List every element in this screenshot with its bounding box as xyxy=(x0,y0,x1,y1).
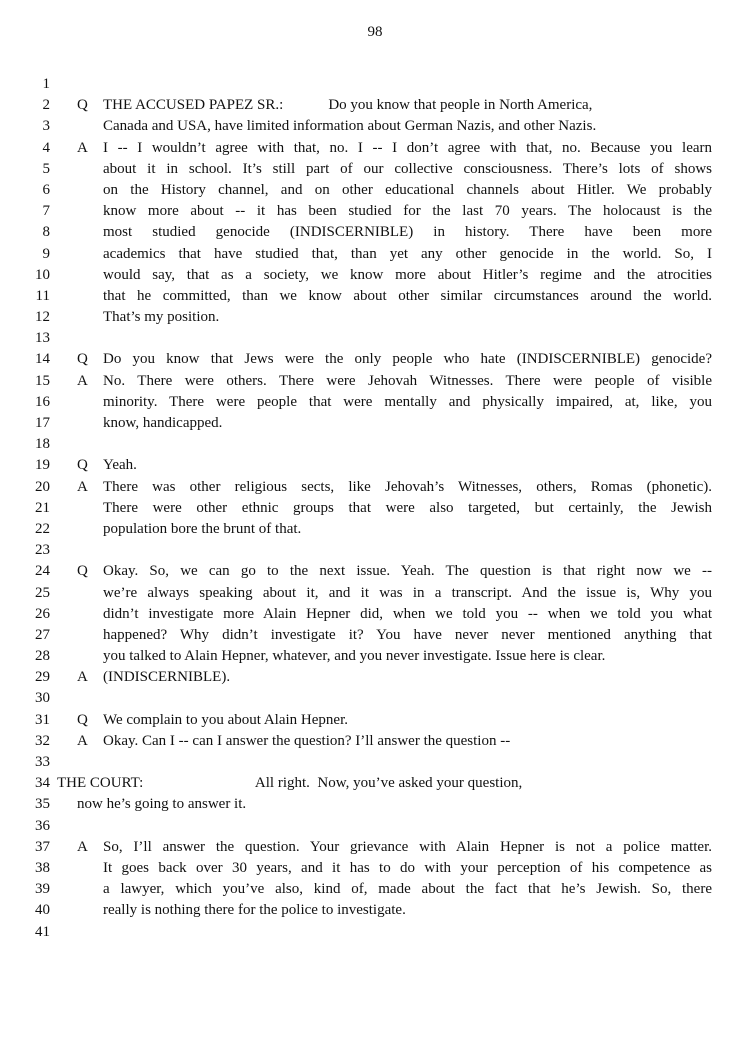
line-text: Canada and USA, have limited information about German Nazis, and other Nazis. xyxy=(103,118,597,135)
transcript-line xyxy=(0,710,750,731)
transcript-line xyxy=(0,434,750,455)
line-number: 41 xyxy=(35,923,50,940)
line-number: 1 xyxy=(42,76,50,92)
line-text: most studied genocide (INDISCERNIBLE) in history. There have been more xyxy=(103,224,712,241)
speaker-label: A xyxy=(77,139,88,156)
transcript-line xyxy=(0,477,750,498)
page-number: 98 xyxy=(367,24,383,40)
transcript-line xyxy=(0,307,750,328)
line-text: academics that have studied that, than yet any other genocide in the world. So, I xyxy=(103,245,712,262)
line-number: 34 xyxy=(35,775,50,792)
line-text: on the History channel, and on other educational channels about Hitler. We probably xyxy=(103,181,712,198)
line-number: 19 xyxy=(35,457,50,474)
line-text: we’re always speaking about it, and it was in a transcript. And the issue is, Why you xyxy=(103,584,712,601)
transcript-line xyxy=(0,328,750,349)
transcript-line xyxy=(0,773,750,794)
transcript-line xyxy=(0,604,750,625)
transcript-line xyxy=(0,794,750,815)
line-number: 33 xyxy=(35,754,50,770)
transcript-line xyxy=(0,561,750,582)
line-text: really is nothing there for the police to investigate. xyxy=(103,902,406,919)
line-number: 37 xyxy=(35,838,50,855)
line-number: 9 xyxy=(42,245,50,262)
line-number: 39 xyxy=(35,881,50,898)
line-text: minority. There were people that were mentally and physically impaired, at, like, you xyxy=(103,393,712,410)
speaker-label: Q xyxy=(77,563,88,580)
line-number: 5 xyxy=(42,160,50,177)
speaker-label: Q xyxy=(77,351,88,368)
transcript-line xyxy=(0,286,750,307)
line-text: didn’t investigate more Alain Hepner did, when we told you -- when we told you what xyxy=(103,605,712,622)
transcript-line xyxy=(0,879,750,900)
line-text: (INDISCERNIBLE). xyxy=(103,669,231,686)
line-text: Okay. So, we can go to the next issue. Yeah. The question is that right now we -- xyxy=(103,563,712,580)
transcript-line xyxy=(0,900,750,921)
transcript-line xyxy=(0,837,750,858)
transcript-line xyxy=(0,667,750,688)
speaker-label: A xyxy=(77,478,88,495)
transcript-line xyxy=(0,201,750,222)
line-text: know, handicapped. xyxy=(103,415,223,431)
line-text: I -- I wouldn’t agree with that, no. I -- I don’t agree with that, no. Because you learn xyxy=(103,139,712,156)
transcript-line xyxy=(0,222,750,243)
speaker-label: A xyxy=(77,669,88,686)
line-text: now he’s going to answer it. xyxy=(77,796,247,813)
transcript-line xyxy=(0,265,750,286)
line-text: Yeah. xyxy=(103,457,137,474)
line-number: 8 xyxy=(42,224,50,241)
line-number: 36 xyxy=(35,817,50,834)
line-number: 7 xyxy=(42,203,50,220)
line-number: 12 xyxy=(35,309,50,326)
line-number: 4 xyxy=(42,139,50,156)
transcript-line xyxy=(0,392,750,413)
transcript-line xyxy=(0,498,750,519)
transcript-line xyxy=(0,731,750,752)
line-number: 13 xyxy=(35,330,50,347)
line-number: 16 xyxy=(35,393,50,410)
line-number: 35 xyxy=(35,796,50,813)
transcript-line xyxy=(0,625,750,646)
line-text: would say, that as a society, we know more about Hitler’s regime and the atrocities xyxy=(103,266,712,283)
speaker-label: A xyxy=(77,372,88,389)
transcript-body xyxy=(0,74,750,943)
transcript-line xyxy=(0,349,750,370)
line-number: 6 xyxy=(42,181,50,198)
transcript-line xyxy=(0,646,750,667)
line-text: population bore the brunt of that. xyxy=(103,520,302,537)
transcript-line xyxy=(0,138,750,159)
speaker-label: A xyxy=(77,732,88,749)
line-number: 28 xyxy=(35,648,50,665)
transcript-line xyxy=(0,95,750,116)
line-number: 30 xyxy=(35,690,50,707)
line-text: No. There were others. There were Jehovah Witnesses. There were people of visible xyxy=(103,372,712,389)
transcript-line xyxy=(0,583,750,604)
transcript-line xyxy=(0,116,750,137)
line-number: 14 xyxy=(35,351,50,368)
line-text: Okay. Can I -- can I answer the question? I’ll answer the question -- xyxy=(103,732,511,749)
line-number: 27 xyxy=(35,626,50,643)
speaker-label: Q xyxy=(77,457,88,474)
line-text: Do you know that Jews were the only people who hate (INDISCERNIBLE) genocide? xyxy=(103,351,712,368)
line-text: that he committed, than we know about other similar circumstances around the world. xyxy=(103,287,712,304)
line-number: 31 xyxy=(35,711,50,728)
line-number: 38 xyxy=(35,859,50,876)
transcript-line xyxy=(0,180,750,201)
line-text: know more about -- it has been studied for the last 70 years. The holocaust is the xyxy=(103,203,712,220)
line-number: 21 xyxy=(35,499,50,516)
line-number: 29 xyxy=(35,669,50,686)
line-text: It goes back over 30 years, and it has to do with your perception of his competence as xyxy=(103,859,712,876)
line-number: 25 xyxy=(35,584,50,601)
line-number: 17 xyxy=(35,415,50,431)
speaker-label: Q xyxy=(77,711,88,728)
line-number: 32 xyxy=(35,732,50,749)
line-text: happened? Why didn’t investigate it? You have never never mentioned anything that xyxy=(103,626,712,643)
line-number: 18 xyxy=(35,436,50,453)
transcript-line xyxy=(0,519,750,540)
speaker-label: A xyxy=(77,838,88,855)
line-number: 22 xyxy=(35,520,50,537)
line-text: THE ACCUSED PAPEZ SR.: Do you know that people in North America, xyxy=(103,97,593,114)
line-text: We complain to you about Alain Hepner. xyxy=(103,711,348,728)
line-number: 26 xyxy=(35,605,50,622)
transcript-line xyxy=(0,816,750,837)
line-number: 20 xyxy=(35,478,50,495)
transcript-line xyxy=(0,371,750,392)
line-number: 11 xyxy=(35,287,50,304)
line-number: 23 xyxy=(35,542,50,559)
line-text: a lawyer, which you’ve also, kind of, made about the fact that he’s Jewish. So, there xyxy=(103,881,712,898)
line-number: 15 xyxy=(35,372,50,389)
line-number: 3 xyxy=(42,118,50,135)
line-text: about it in school. It’s still part of our collective consciousness. There’s lots of shows xyxy=(103,160,712,177)
transcript-line xyxy=(0,540,750,561)
line-number: 10 xyxy=(35,266,50,283)
transcript-line xyxy=(0,752,750,773)
transcript-line xyxy=(0,244,750,265)
speaker-label: Q xyxy=(77,97,88,114)
line-number: 2 xyxy=(42,97,50,114)
line-text: That’s my position. xyxy=(103,309,220,326)
line-text: THE COURT: All right. Now, you’ve asked your question, xyxy=(57,775,523,792)
transcript-line xyxy=(0,413,750,434)
transcript-line xyxy=(0,858,750,879)
line-text: you talked to Alain Hepner, whatever, and you never investigate. Issue here is clear. xyxy=(103,648,606,665)
transcript-line xyxy=(0,74,750,95)
line-number: 40 xyxy=(35,902,50,919)
transcript-line xyxy=(0,688,750,709)
transcript-line xyxy=(0,159,750,180)
transcript-line xyxy=(0,922,750,943)
line-text: There were other ethnic groups that were also targeted, but certainly, the Jewish xyxy=(103,499,712,516)
line-text: So, I’ll answer the question. Your grievance with Alain Hepner is not a police matter. xyxy=(103,838,712,855)
transcript-line xyxy=(0,455,750,476)
line-text: There was other religious sects, like Jehovah’s Witnesses, others, Romas (phonetic). xyxy=(103,478,712,495)
line-number: 24 xyxy=(35,563,50,580)
